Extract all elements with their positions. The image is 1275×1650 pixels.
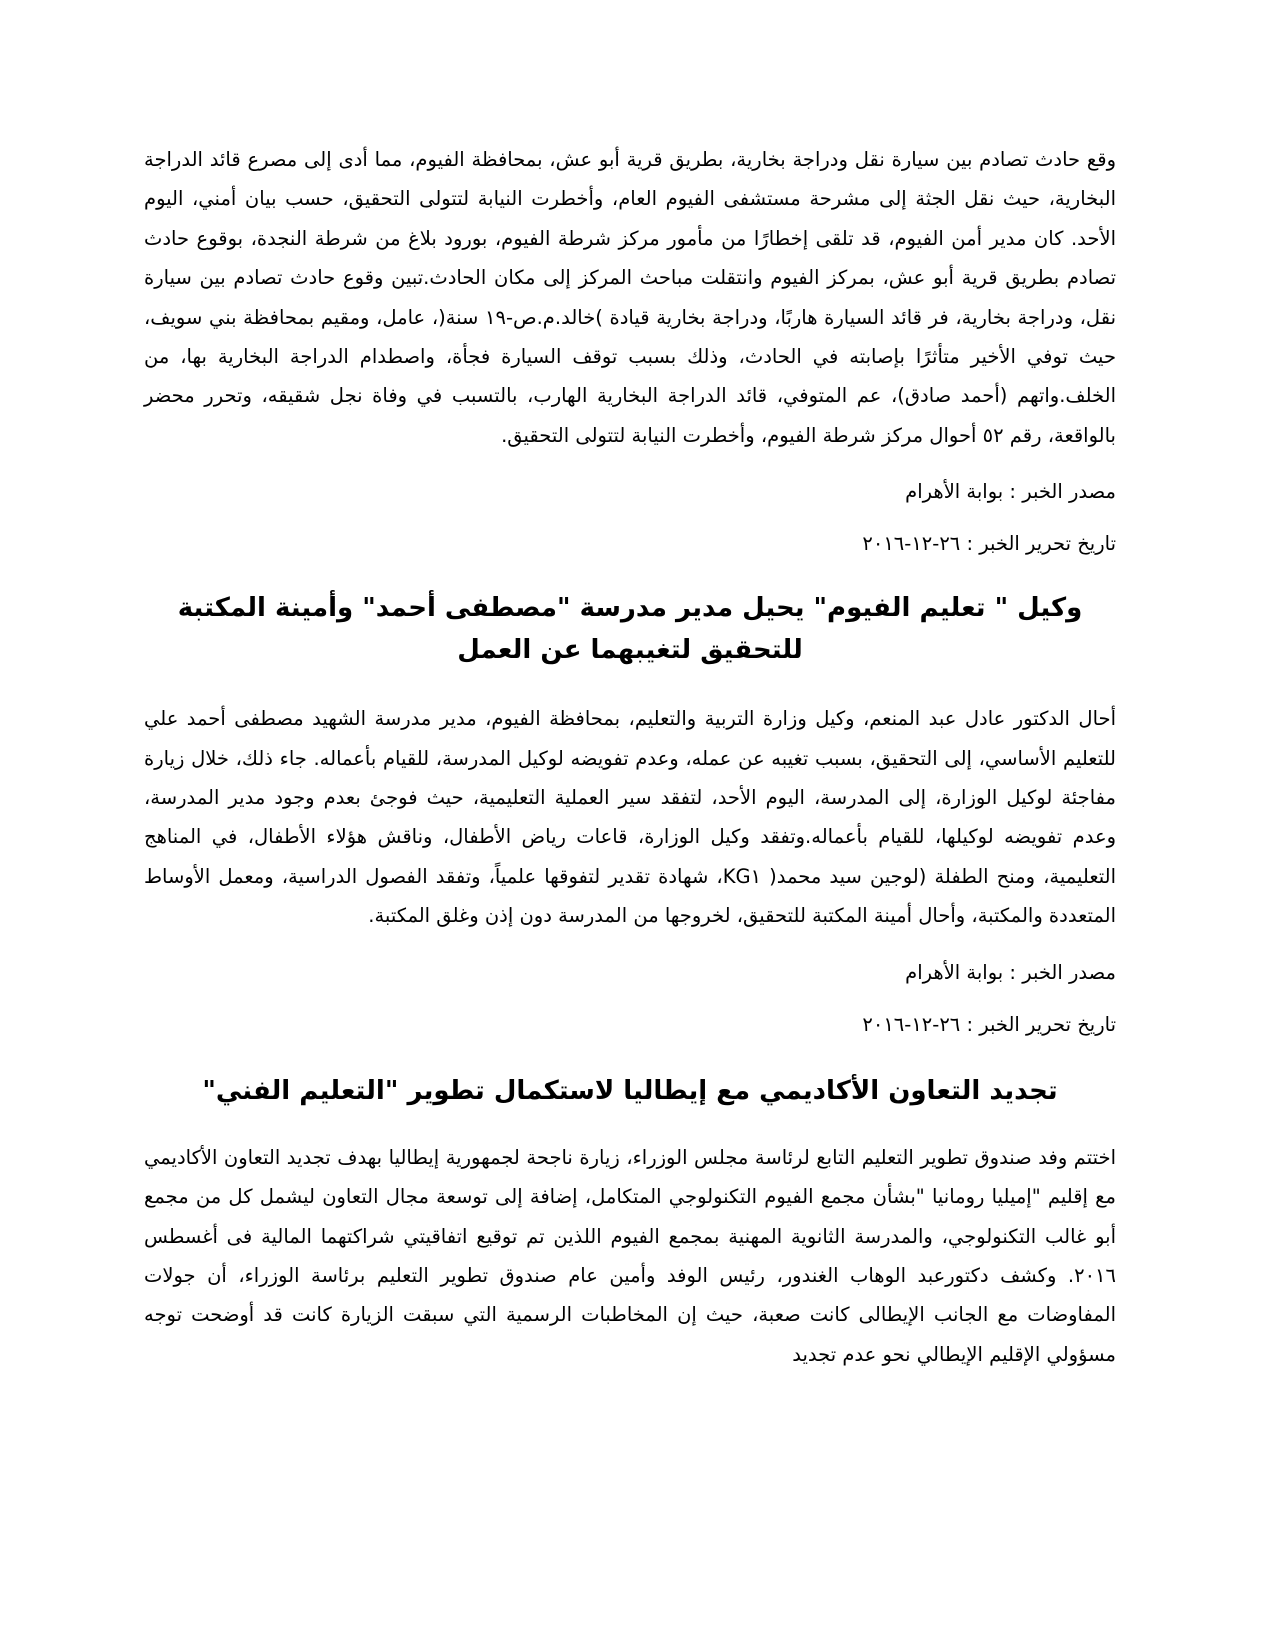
article-3-body: اختتم وفد صندوق تطوير التعليم التابع لرئاسة مجلس الوزراء، زيارة ناجحة لجمهورية إيطاليا بهدف تجديد التعاون الأكاديمي مع إقليم "إميليا رومانيا "بشأن مجمع الفيوم التكنولوجي المتكامل، إضافة إلى توسعة مجال التعاون ليشمل كل من مجمع أبو غالب التكنولوجي، والمدرسة الثانوية المهنية بمجمع الفيوم اللذين تم توقيع اتفاقيتي شراكتهما المالية فى أغسطس ٢٠١٦. وكشف دكتورعبد الوهاب الغندور، رئيس الوفد وأمين عام صندوق تطوير التعليم برئاسة الوزراء، أن جولات المفاوضات مع الجانب الإيطالى كانت صعبة، حيث إن المخاطبات الرسمية التي سبقت الزيارة كانت قد أوضحت توجه مسؤولي الإقليم الإيطالي نحو عدم تجديد xyxy=(144,1145,1116,1366)
article-1-source: مصدر الخبر : بوابة الأهرام xyxy=(905,480,1116,504)
article-1-date: تاريخ تحرير الخبر : ٢٦-١٢-٢٠١٦ xyxy=(862,532,1116,556)
article-3-title: تجديد التعاون الأكاديمي مع إيطاليا لاستكمال تطوير "التعليم الفني" xyxy=(202,1075,1058,1106)
article-2-date: تاريخ تحرير الخبر : ٢٦-١٢-٢٠١٦ xyxy=(862,1012,1116,1036)
article-2-title: وكيل " تعليم الفيوم" يحيل مدير مدرسة "مصطفى أحمد" وأمينة المكتبة للتحقيق لتغيبهما عن العمل xyxy=(177,593,1083,666)
article-1-body: وقع حادث تصادم بين سيارة نقل ودراجة بخارية، بطريق قرية أبو عش، بمحافظة الفيوم، مما أدى إلى مصرع قائد الدراجة البخارية، حيث نقل الجثة إلى مشرحة مستشفى الفيوم العام، وأخطرت النيابة لتتولى التحقيق، حسب بيان أمني، اليوم الأحد. كان مدير أمن الفيوم، قد تلقى إخطارًا من مأمور مركز شرطة الفيوم، بورود بلاغ من شرطة النجدة، بوقوع حادث تصادم بطريق قرية أبو عش، بمركز الفيوم وانتقلت مباحث المركز إلى مكان الحادث.تبين وقوع حادث تصادم بين سيارة نقل، ودراجة بخارية، فر قائد السيارة هاربًا، ودراجة بخارية قيادة )خالد.م.ص-١٩ سنة(، عامل، ومقيم بمحافظة بني سويف، حيث توفي الأخير متأثرًا بإصابته في الحادث، وذلك بسبب توقف السيارة فجأة، واصطدام الدراجة البخارية بها، من الخلف.واتهم (أحمد صادق)، عم المتوفي، قائد الدراجة البخارية الهارب، بالتسبب في وفاة نجل شقيقه، وتحرر محضر بالواقعة، رقم ٥٢ أحوال مركز شرطة الفيوم، وأخطرت النيابة لتتولى التحقيق. xyxy=(144,148,1116,447)
article-2-body: أحال الدكتور عادل عبد المنعم، وكيل وزارة التربية والتعليم، بمحافظة الفيوم، مدير مدرسة الشهيد مصطفى أحمد علي للتعليم الأساسي، إلى التحقيق، بسبب تغيبه عن عمله، وعدم تفويضه لوكيل المدرسة، للقيام بأعماله. جاء ذلك، خلال زيارة مفاجئة لوكيل الوزارة، إلى المدرسة، اليوم الأحد، لتفقد سير العملية التعليمية، حيث فوجئ بعدم وجود مدير المدرسة، وعدم تفويضه لوكيلها، للقيام بأعماله.وتفقد وكيل الوزارة، قاعات رياض الأطفال، وناقش هؤلاء الأطفال، في المناهج التعليمية، ومنح الطفلة (لوجين سيد محمد( KG١، شهادة تقدير لتفوقها علمياً، وتفقد الفصول الدراسية، ومعمل الأوساط المتعددة والمكتبة، وأحال أمينة المكتبة للتحقيق، لخروجها من المدرسة دون إذن وغلق المكتبة. xyxy=(144,707,1116,928)
article-2-source: مصدر الخبر : بوابة الأهرام xyxy=(905,960,1116,984)
document-page xyxy=(144,140,1116,1374)
